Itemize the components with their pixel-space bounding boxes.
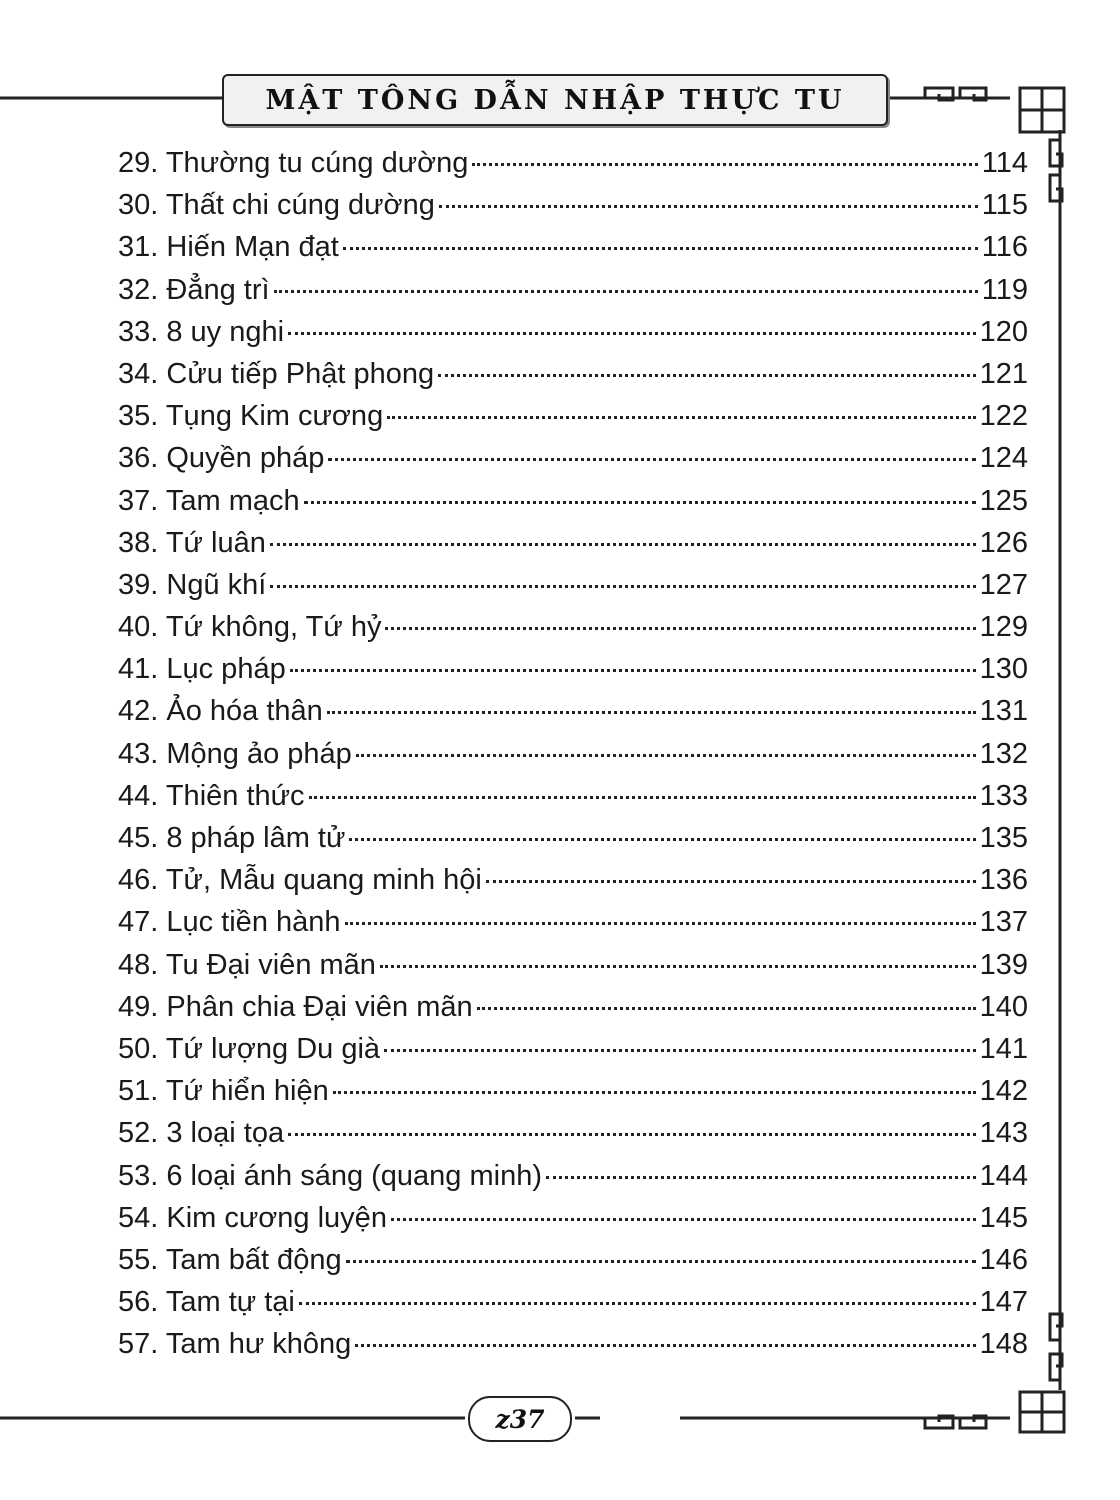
toc-entry-title: 57. Tam hư không	[118, 1328, 352, 1361]
toc-entry-title: 38. Tứ luân	[118, 526, 266, 559]
toc-leader-dots	[439, 205, 978, 208]
running-header-title: MẬT TÔNG DẪN NHẬP THỰC TU	[265, 84, 845, 116]
toc-entry	[118, 1028, 1028, 1070]
toc-entry-page: 121	[979, 357, 1028, 390]
toc-leader-dots	[387, 416, 975, 419]
toc-entry-title: 34. Cửu tiếp Phật phong	[118, 357, 435, 390]
toc-leader-dots	[486, 880, 976, 883]
toc-entry-page: 141	[979, 1032, 1028, 1065]
toc-entry	[118, 817, 1028, 859]
toc-entry	[118, 606, 1028, 648]
toc-entry-title: 40. Tứ không, Tứ hỷ	[118, 611, 382, 644]
toc-entry	[118, 311, 1028, 353]
toc-entry-page: 142	[979, 1075, 1028, 1108]
toc-leader-dots	[380, 965, 976, 968]
toc-entry-page: 119	[981, 273, 1028, 306]
toc-leader-dots	[299, 1302, 976, 1305]
toc-entry-page: 146	[979, 1243, 1028, 1276]
toc-entry	[118, 1070, 1028, 1112]
toc-leader-dots	[438, 374, 976, 377]
toc-leader-dots	[472, 163, 977, 166]
toc-entry	[118, 226, 1028, 268]
toc-entry-page: 131	[979, 695, 1028, 728]
toc-entry-title: 52. 3 loại tọa	[118, 1117, 285, 1150]
toc-entry-page: 132	[979, 737, 1028, 770]
toc-leader-dots	[391, 1218, 976, 1221]
toc-entry	[118, 901, 1028, 943]
toc-leader-dots	[349, 838, 975, 841]
toc-entry-title: 32. Đẳng trì	[118, 273, 270, 306]
toc-entry-title: 47. Lục tiền hành	[118, 906, 341, 939]
toc-entry-title: 29. Thường tu cúng dường	[118, 147, 469, 179]
toc-entry-page: 136	[979, 864, 1028, 897]
toc-entry	[118, 1323, 1028, 1365]
toc-entry-page: 147	[979, 1286, 1028, 1319]
toc-entry-title: 48. Tu Đại viên mãn	[118, 948, 376, 981]
toc-leader-dots	[274, 290, 978, 293]
toc-entry-title: 41. Lục pháp	[118, 653, 286, 686]
toc-leader-dots	[355, 1344, 975, 1347]
toc-entry-title: 50. Tứ lượng Du già	[118, 1032, 381, 1065]
toc-leader-dots	[477, 1007, 976, 1010]
toc-entry-page: 122	[979, 400, 1028, 433]
toc-entry	[118, 142, 1028, 184]
toc-leader-dots	[343, 247, 978, 250]
toc-entry-title: 54. Kim cương luyện	[118, 1201, 387, 1234]
toc-entry-title: 42. Ảo hóa thân	[118, 695, 323, 728]
toc-entry	[118, 859, 1028, 901]
toc-entry-page: 116	[981, 231, 1028, 264]
toc-leader-dots	[345, 922, 976, 925]
toc-entry-title: 36. Quyền pháp	[118, 442, 325, 475]
toc-entry-page: 130	[979, 653, 1028, 686]
toc-leader-dots	[346, 1260, 976, 1263]
toc-entry	[118, 1281, 1028, 1323]
toc-leader-dots	[309, 796, 976, 799]
toc-entry-page: 143	[979, 1117, 1028, 1150]
toc-leader-dots	[546, 1176, 976, 1179]
toc-entry-title: 35. Tụng Kim cương	[118, 400, 384, 433]
table-of-contents	[118, 142, 1028, 1365]
toc-entry-title: 37. Tam mạch	[118, 484, 300, 517]
toc-leader-dots	[304, 501, 976, 504]
toc-entry	[118, 733, 1028, 775]
toc-entry-page: 127	[979, 568, 1028, 601]
toc-leader-dots	[270, 543, 976, 546]
toc-entry	[118, 522, 1028, 564]
toc-entry-title: 55. Tam bất động	[118, 1243, 342, 1276]
toc-entry-title: 45. 8 pháp lâm tử	[118, 822, 346, 854]
toc-leader-dots	[356, 754, 976, 757]
toc-leader-dots	[333, 1091, 976, 1094]
toc-entry	[118, 395, 1028, 437]
toc-entry-page: 140	[979, 990, 1028, 1023]
toc-entry-title: 53. 6 loại ánh sáng (quang minh)	[118, 1159, 543, 1192]
toc-entry	[118, 184, 1028, 226]
toc-leader-dots	[327, 711, 976, 714]
toc-entry-page: 120	[979, 315, 1028, 348]
toc-entry-page: 125	[979, 484, 1028, 517]
toc-entry-page: 115	[981, 189, 1028, 222]
toc-leader-dots	[290, 669, 976, 672]
toc-entry-page: 148	[979, 1328, 1028, 1361]
toc-entry	[118, 353, 1028, 395]
toc-entry	[118, 1197, 1028, 1239]
toc-entry	[118, 1155, 1028, 1197]
toc-entry-title: 46. Tử, Mẫu quang minh hội	[118, 864, 482, 897]
toc-entry-title: 39. Ngũ khí	[118, 568, 267, 601]
toc-entry-page: 137	[979, 906, 1028, 939]
toc-entry-title: 33. 8 uy nghi	[118, 315, 285, 348]
toc-entry	[118, 944, 1028, 986]
running-header	[222, 74, 888, 126]
toc-leader-dots	[384, 1049, 976, 1052]
toc-entry	[118, 775, 1028, 817]
toc-entry	[118, 564, 1028, 606]
toc-entry-title: 51. Tứ hiển hiện	[118, 1075, 329, 1108]
toc-entry-page: 114	[981, 147, 1028, 179]
page-number: z37	[468, 1396, 572, 1442]
toc-entry-page: 124	[979, 442, 1028, 475]
toc-entry	[118, 1239, 1028, 1281]
toc-entry-title: 43. Mộng ảo pháp	[118, 737, 352, 770]
toc-entry-page: 145	[979, 1201, 1028, 1234]
toc-leader-dots	[270, 585, 975, 588]
toc-entry-title: 56. Tam tự tại	[118, 1286, 295, 1319]
toc-entry-title: 31. Hiến Mạn đạt	[118, 231, 339, 264]
toc-leader-dots	[288, 1133, 976, 1136]
toc-entry-title: 49. Phân chia Đại viên mãn	[118, 990, 473, 1023]
toc-entry	[118, 690, 1028, 732]
toc-entry-page: 129	[979, 611, 1028, 644]
toc-entry-page: 133	[979, 779, 1028, 812]
toc-entry-title: 30. Thất chi cúng dường	[118, 189, 435, 222]
toc-entry-page: 144	[979, 1159, 1028, 1192]
toc-entry	[118, 437, 1028, 479]
toc-leader-dots	[328, 458, 975, 461]
toc-entry	[118, 648, 1028, 690]
toc-entry	[118, 269, 1028, 311]
toc-entry-title: 44. Thiên thức	[118, 779, 305, 812]
toc-entry	[118, 986, 1028, 1028]
toc-entry-page: 135	[979, 822, 1028, 854]
toc-entry-page: 139	[979, 948, 1028, 981]
toc-entry	[118, 1112, 1028, 1154]
toc-entry	[118, 480, 1028, 522]
toc-entry-page: 126	[979, 526, 1028, 559]
toc-leader-dots	[288, 332, 976, 335]
toc-leader-dots	[385, 627, 975, 630]
